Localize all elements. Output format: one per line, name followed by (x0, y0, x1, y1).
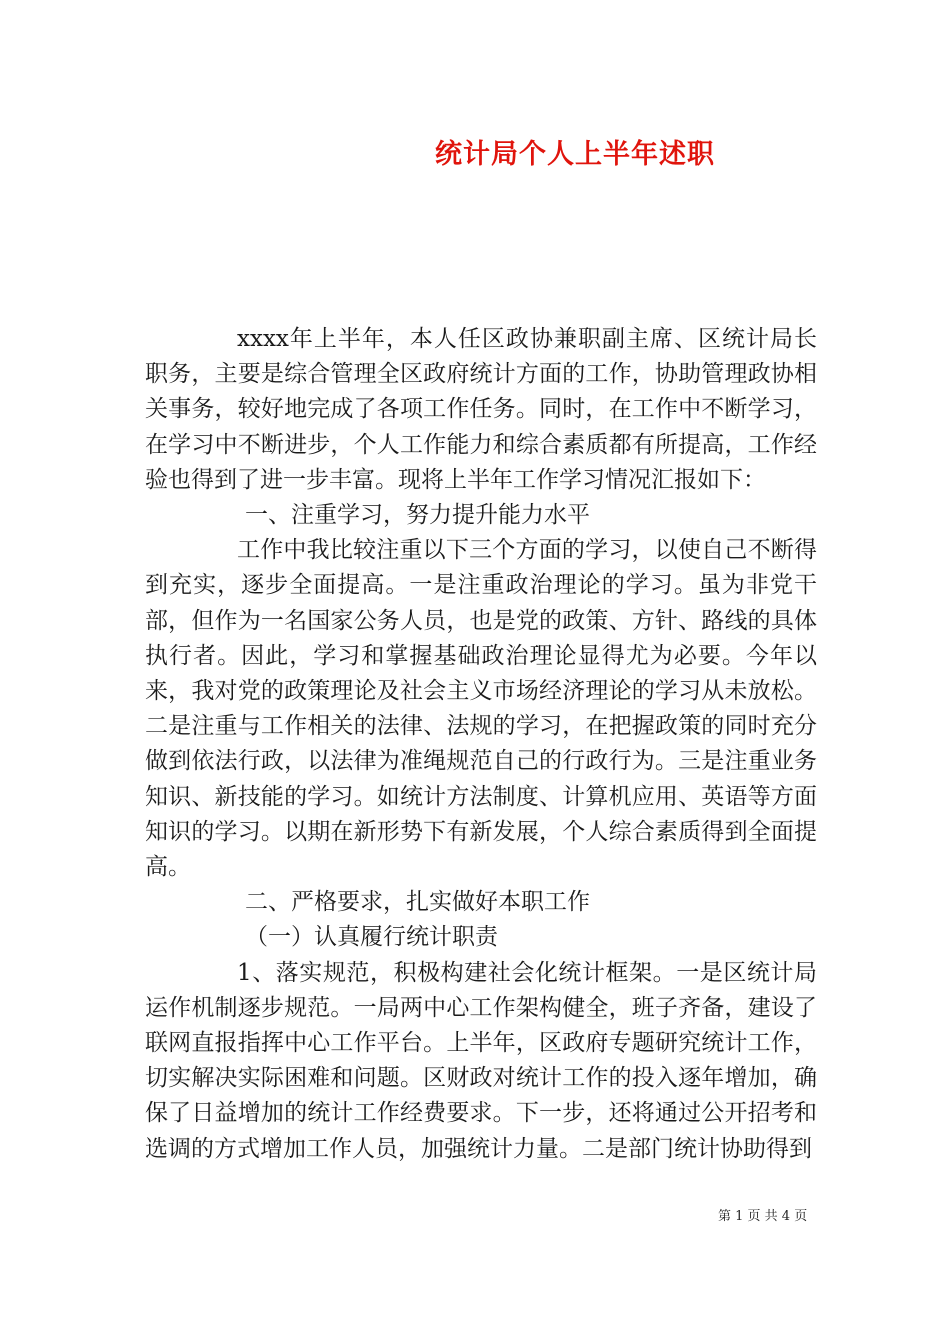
document-body (145, 322, 817, 1167)
section-heading-2: 二、严格要求，扎实做好本职工作 (245, 889, 590, 916)
page-footer: 第 1 页 共 4 页 (718, 1209, 808, 1224)
subsection-heading-1: （一）认真履行统计职责 (245, 924, 498, 951)
section-heading-1: 一、注重学习，努力提升能力水平 (245, 502, 590, 529)
intro-paragraph: xxxx年上半年，本人任区政协兼职副主席、区统计局长职务，主要是综合管理全区政府统计方面的工作，协助管理政协相关事务，较好地完成了各项工作任务。同时，在工作中不断学习，在学习中不断进步，个人工作能力和综合素质都有所提高，工作经验也得到了进一步丰富。现将上半年工作学习情况汇报如下： (145, 326, 817, 493)
body-paragraph-1: 工作中我比较注重以下三个方面的学习，以使自己不断得到充实，逐步全面提高。一是注重政治理论的学习。虽为非党干部，但作为一名国家公务人员，也是党的政策、方针、路线的具体执行者。因此，学习和掌握基础政治理论显得尤为必要。今年以来，我对党的政策理论及社会主义市场经济理论的学习从未放松。二是注重与工作相关的法律、法规的学习，在把握政策的同时充分做到依法行政，以法律为准绳规范自己的行政行为。三是注重业务知识、新技能的学习。如统计方法制度、计算机应用、英语等方面知识的学习。以期在新形势下有新发展，个人综合素质得到全面提高。 (145, 537, 817, 881)
body-paragraph-2: 1、落实规范，积极构建社会化统计框架。一是区统计局运作机制逐步规范。一局两中心工作架构健全，班子齐备，建设了联网直报指挥中心工作平台。上半年，区政府专题研究统计工作，切实解决实际困难和问题。区财政对统计工作的投入逐年增加，确保了日益增加的统计工作经费要求。下一步，还将通过公开招考和选调的方式增加工作人员，加强统计力量。二是部门统计协助得到 (145, 959, 817, 1162)
document-title: 统计局个人上半年述职 (435, 139, 715, 170)
